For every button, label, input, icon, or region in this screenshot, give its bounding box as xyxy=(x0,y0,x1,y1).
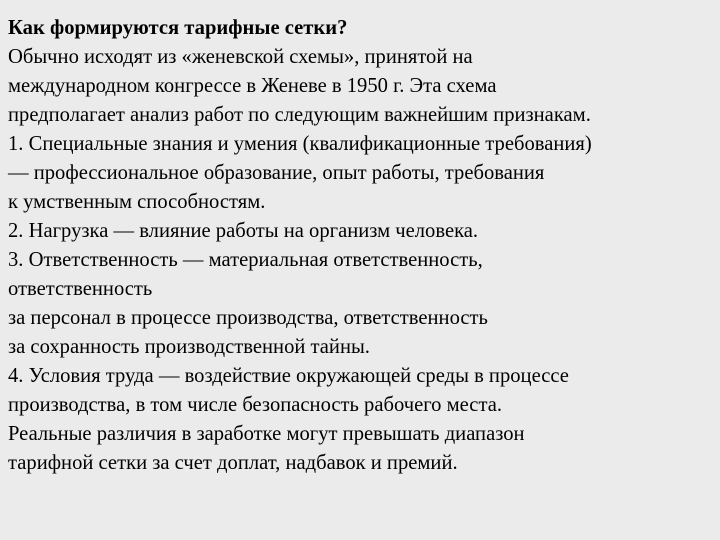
text-line: предполагает анализ работ по следующим важнейшим признакам. xyxy=(8,104,591,126)
text-line: тарифной сетки за счет доплат, надбавок и премий. xyxy=(8,452,458,474)
text-line: к умственным способностям. xyxy=(8,191,266,213)
text-line: 2. Нагрузка — влияние работы на организм человека. xyxy=(8,220,479,242)
text-line: 1. Специальные знания и умения (квалификационные требования) xyxy=(8,133,592,155)
text-line: Реальные различия в заработке могут превышать диапазон xyxy=(8,423,525,445)
text-line: за сохранность производственной тайны. xyxy=(8,336,370,358)
text-block xyxy=(8,14,714,478)
text-line: 4. Условия труда — воздействие окружающей среды в процессе xyxy=(8,365,569,387)
text-line: международном конгрессе в Женеве в 1950 г. Эта схема xyxy=(8,75,497,97)
slide-heading: Как формируются тарифные сетки? xyxy=(8,17,348,39)
text-line: — профессиональное образование, опыт работы, требования xyxy=(8,162,545,184)
text-line: ответственность xyxy=(8,278,153,300)
text-line: за персонал в процессе производства, ответственность xyxy=(8,307,488,329)
text-line: производства, в том числе безопасность рабочего места. xyxy=(8,394,502,416)
text-line: Обычно исходят из «женевской схемы», принятой на xyxy=(8,46,473,68)
text-line: 3. Ответственность — материальная ответственность, xyxy=(8,249,483,271)
